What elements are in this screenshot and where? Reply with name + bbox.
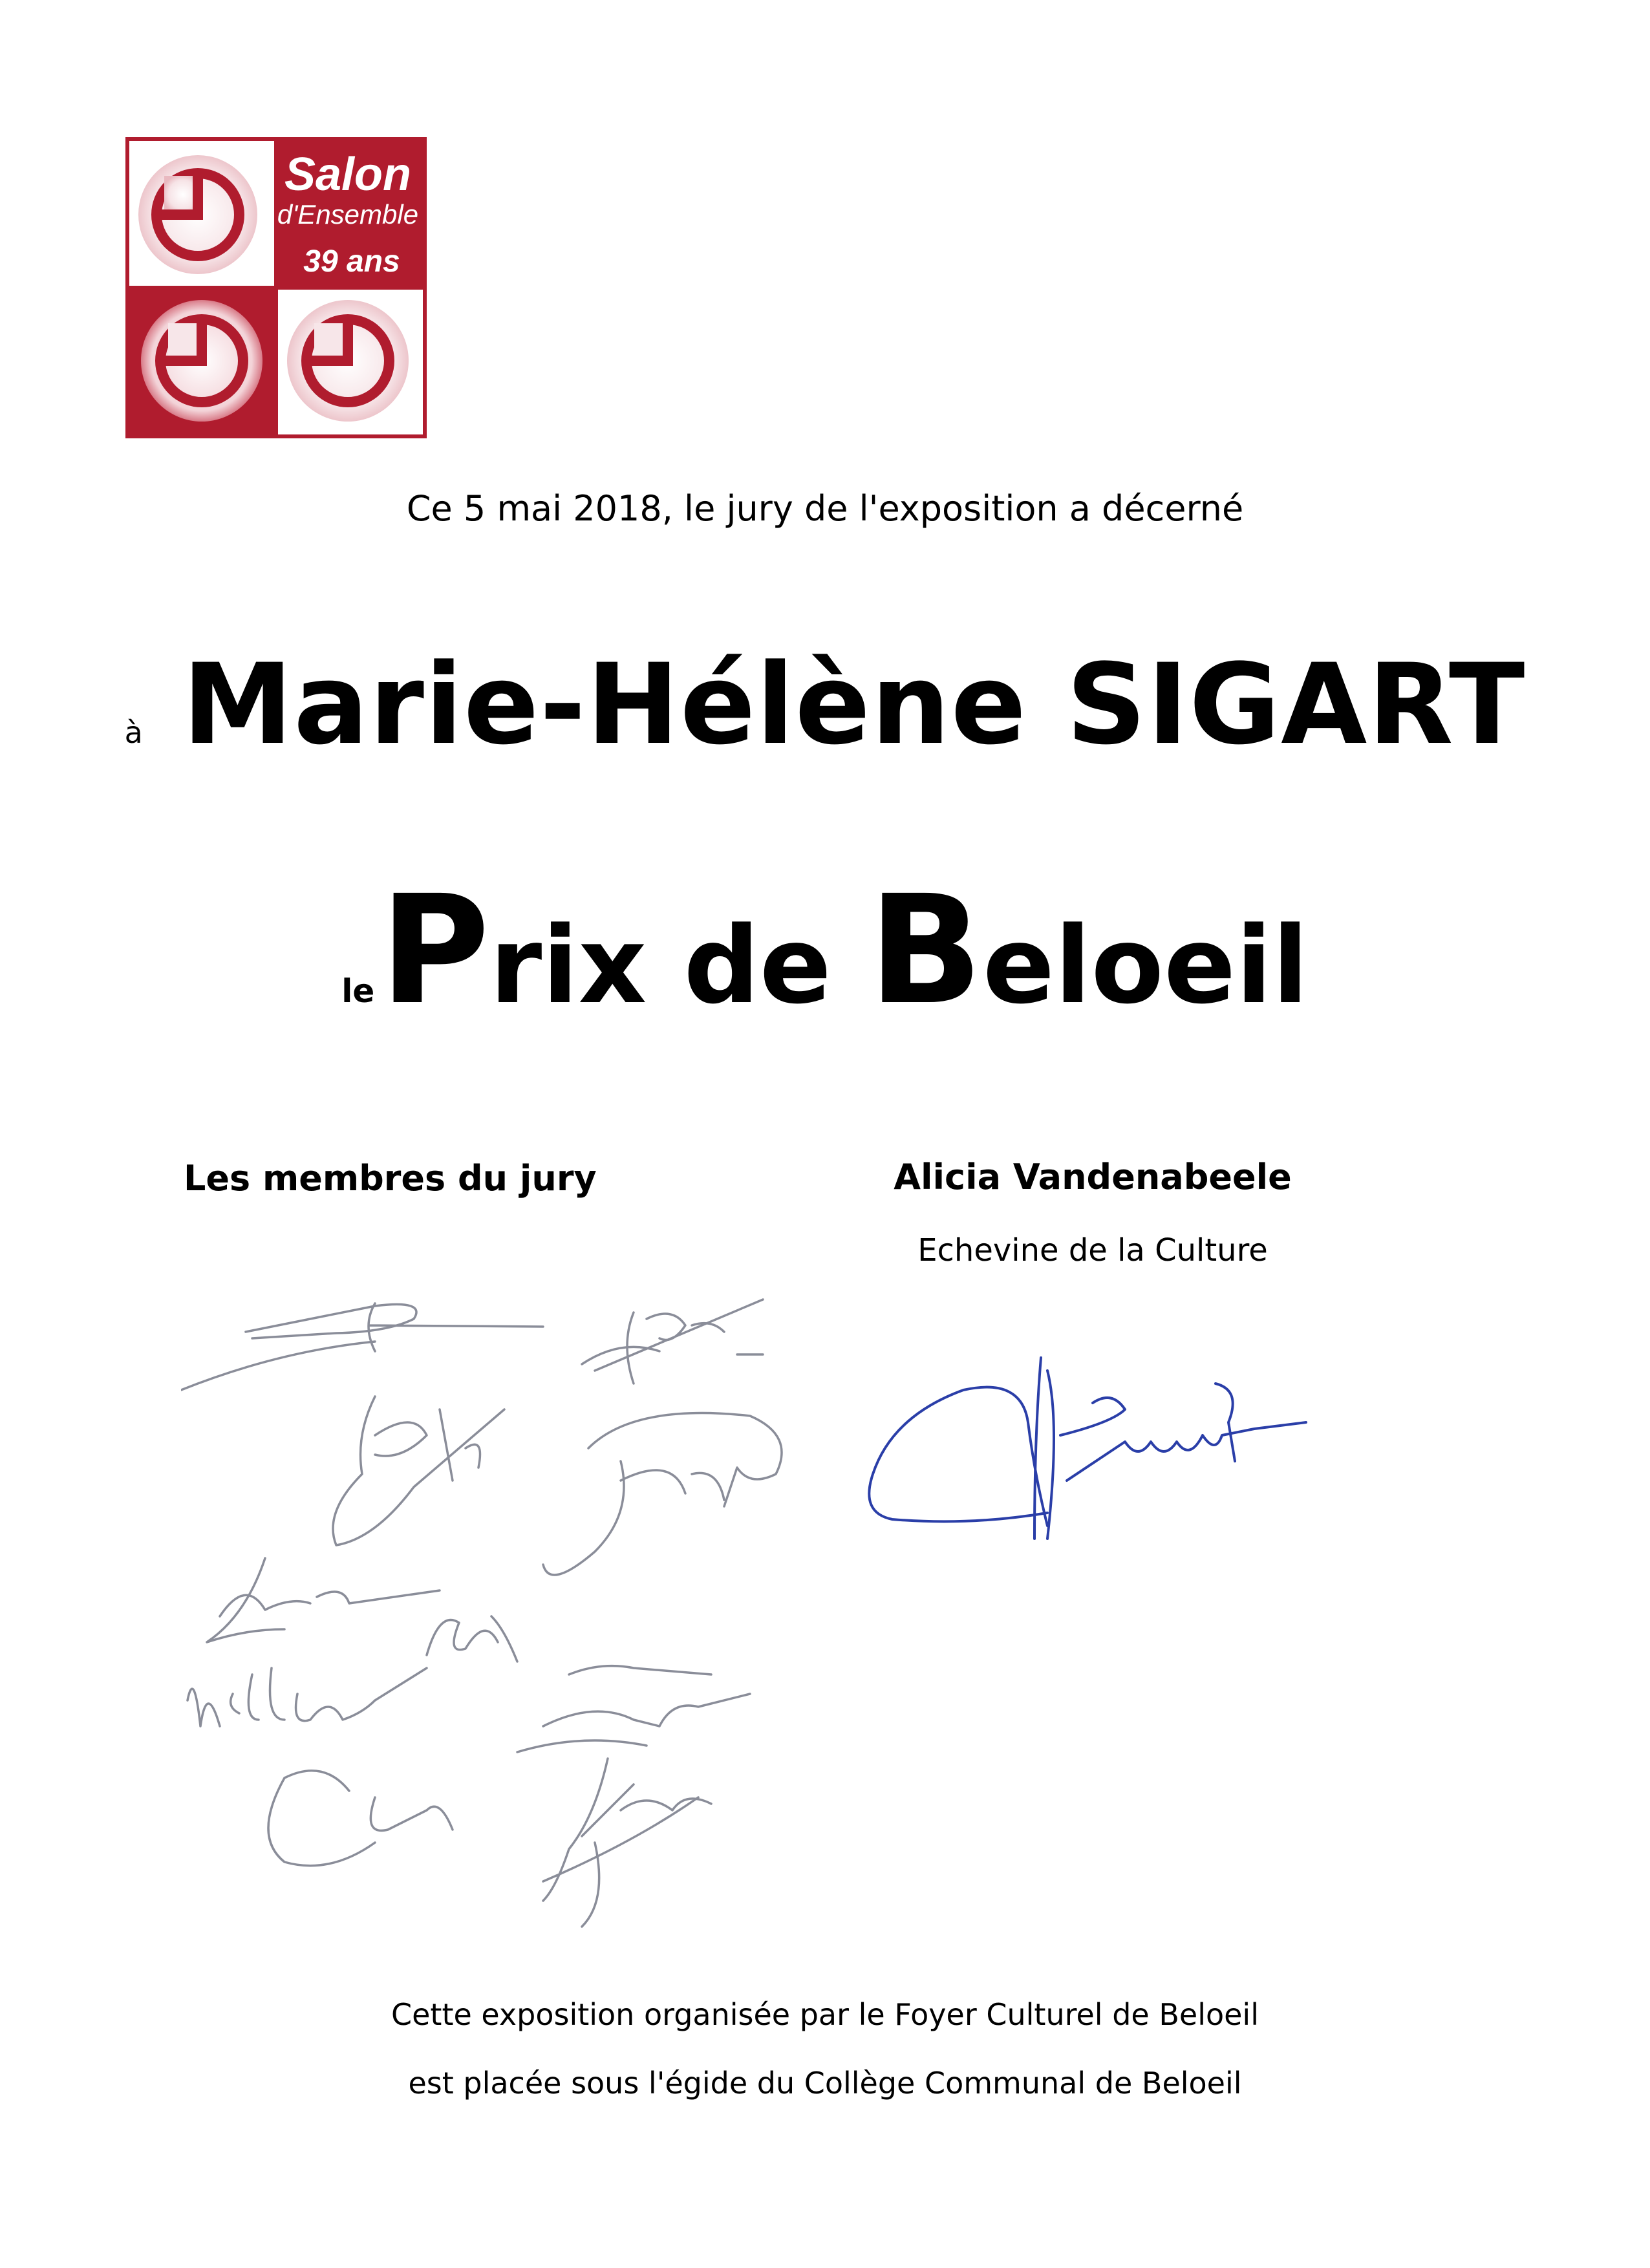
clock-icon [287,300,409,422]
prize-line [0,863,1650,1038]
salon-logo [125,137,427,438]
jury-signature [246,1303,543,1351]
prize-initial-b: B [868,863,983,1038]
alderman-role: Echevine de la Culture [917,1232,1268,1268]
recipient-line [0,640,1650,769]
prize-article: le [341,972,375,1010]
jury-signature [333,1396,504,1545]
prize-text-1: rix de [489,904,869,1027]
logo-text-ensemble: d'Ensemble [277,199,419,230]
alderman-signature-stroke [869,1358,1306,1539]
logo-text-years: 39 ans [303,244,400,279]
jury-signature [543,1413,782,1575]
jury-signatures [181,1280,866,1978]
recipient-prefix: à [124,715,144,750]
jury-signature [207,1558,440,1642]
recipient-name: Marie-Hélène SIGART [182,639,1526,769]
prize-initial-p: P [380,863,490,1038]
jury-signature [582,1300,763,1384]
jury-signature [427,1616,517,1662]
jury-signature [268,1771,453,1866]
jury-signature [517,1666,750,1752]
jury-signature [543,1759,711,1927]
jury-signature [188,1668,427,1726]
prize-text-2: eloeil [982,904,1309,1027]
salon-logo-graphic [125,137,427,438]
footer-patronage: est placée sous l'égide du Collège Communal de Beloeil [408,2066,1242,2101]
alderman-name: Alicia Vandenabeele [894,1157,1292,1197]
alderman-signature [853,1332,1319,1552]
award-intro: Ce 5 mai 2018, le jury de l'exposition a décerné [406,488,1244,529]
footer-organizer: Cette exposition organisée par le Foyer Culturel de Beloeil [391,1997,1259,2032]
logo-text-salon: Salon [284,149,412,200]
clock-icon [141,300,262,422]
clock-icon [138,155,257,274]
jury-signature [181,1342,375,1390]
jury-label: Les membres du jury [184,1158,597,1199]
